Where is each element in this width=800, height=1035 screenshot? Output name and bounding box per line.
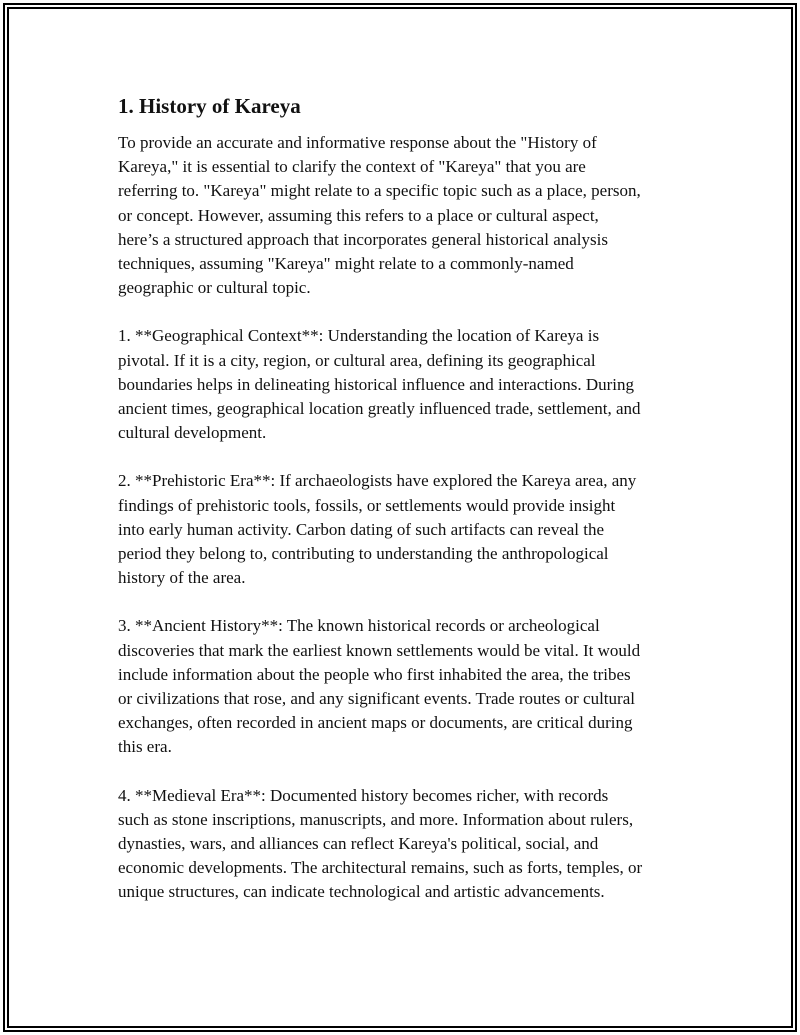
text-line: 1. **Geographical Context**: Understanding the location of Kareya is: [118, 326, 600, 346]
text-line: 2. **Prehistoric Era**: If archaeologists have explored the Kareya area, any: [118, 471, 637, 491]
paragraph-intro: [118, 131, 698, 300]
paragraph-ancient-history: [118, 614, 698, 759]
text-line: cultural development.: [118, 423, 267, 443]
text-line: such as stone inscriptions, manuscripts, and more. Information about rulers,: [118, 809, 634, 829]
text-line: 4. **Medieval Era**: Documented history becomes richer, with records: [118, 785, 609, 805]
text-line: discoveries that mark the earliest known settlements would be vital. It would: [118, 640, 641, 660]
text-line: history of the area.: [118, 568, 246, 588]
text-line: ancient times, geographical location greatly influenced trade, settlement, and: [118, 399, 641, 419]
text-line: To provide an accurate and informative response about the "History of: [118, 133, 597, 152]
paragraph-geographical-context: [118, 324, 698, 445]
document-title: 1. History of Kareya: [118, 94, 301, 118]
text-line: this era.: [118, 737, 172, 757]
document-body: [118, 93, 698, 929]
text-line: here’s a structured approach that incorporates general historical analysis: [118, 229, 608, 249]
paragraph-prehistoric-era: [118, 469, 698, 590]
text-line: geographic or cultural topic.: [118, 278, 311, 298]
text-line: or civilizations that rose, and any significant events. Trade routes or cultural: [118, 689, 635, 709]
text-line: 3. **Ancient History**: The known historical records or archeological: [118, 616, 600, 636]
text-line: pivotal. If it is a city, region, or cultural area, defining its geographical: [118, 350, 596, 370]
text-line: dynasties, wars, and alliances can reflect Kareya's political, social, and: [118, 834, 599, 854]
text-line: include information about the people who first inhabited the area, the tribes: [118, 664, 631, 684]
text-line: referring to. "Kareya" might relate to a specific topic such as a place, person,: [118, 181, 641, 201]
text-line: findings of prehistoric tools, fossils, or settlements would provide insight: [118, 495, 616, 515]
text-line: or concept. However, assuming this refers to a place or cultural aspect,: [118, 205, 599, 225]
text-line: economic developments. The architectural remains, such as forts, temples, or: [118, 858, 643, 878]
text-line: exchanges, often recorded in ancient maps or documents, are critical during: [118, 713, 633, 733]
text-line: boundaries helps in delineating historical influence and interactions. During: [118, 374, 634, 394]
text-line: techniques, assuming "Kareya" might relate to a commonly-named: [118, 254, 574, 274]
text-line: unique structures, can indicate technological and artistic advancements.: [118, 882, 605, 902]
text-line: into early human activity. Carbon dating of such artifacts can reveal the: [118, 519, 605, 539]
text-line: Kareya," it is essential to clarify the context of "Kareya" that you are: [118, 157, 586, 177]
paragraph-medieval-era: [118, 784, 698, 905]
text-line: period they belong to, contributing to understanding the anthropological: [118, 544, 609, 564]
